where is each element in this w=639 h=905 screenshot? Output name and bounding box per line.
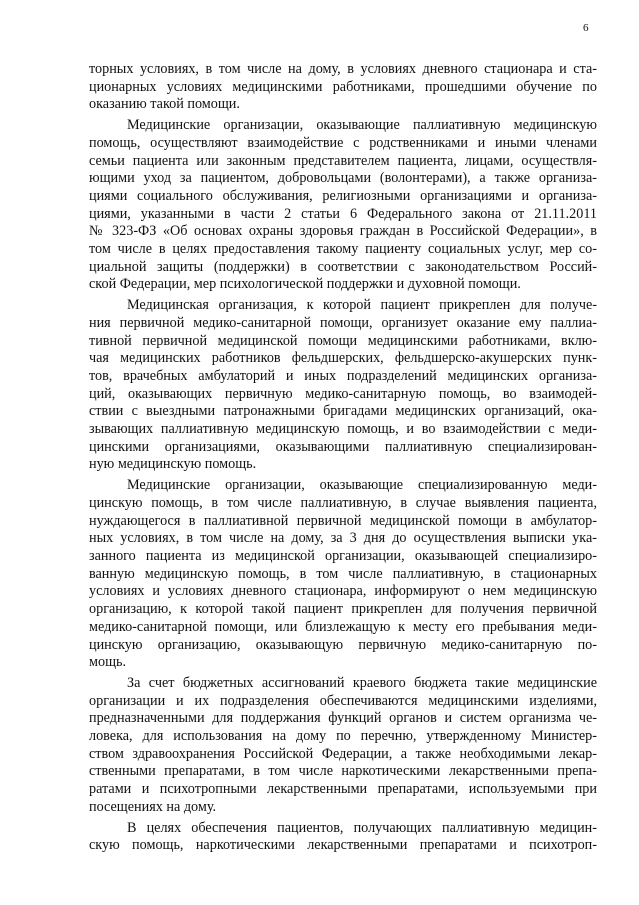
text-line: оказанию такой помощи. bbox=[89, 96, 240, 113]
text-line: Медицинские организации, оказывающие специализированную меди- bbox=[127, 477, 597, 494]
text-line: ванную медицинскую помощь, в том числе паллиативную, в стационарных bbox=[89, 565, 597, 582]
paragraph bbox=[89, 297, 597, 474]
paragraph bbox=[89, 820, 597, 855]
text-line: цинскими организациями, оказывающими паллиативную специализирован- bbox=[89, 438, 597, 455]
text-line: ской Федерации, мер психологической поддержки и духовной помощи. bbox=[89, 276, 521, 293]
text-line: тов, врачебных амбулаторий и иных подразделений медицинских организа- bbox=[89, 367, 597, 384]
text-line: организации и их подразделения обеспечиваются медицинскими изделиями, bbox=[89, 692, 597, 709]
text-line: циями, указанными в части 2 статьи 6 Федерального закона от 21.11.2011 bbox=[89, 205, 597, 222]
text-line: том числе в целях предоставления такому пациенту социальных услуг, мер со- bbox=[89, 241, 597, 258]
text-line: тивной первичной медицинской помощи медицинскими работниками, вклю- bbox=[89, 332, 597, 349]
text-line: ратами и психотропными лекарственными препаратами, используемыми при bbox=[89, 781, 597, 798]
text-line: медико-санитарной помощи, или близлежащую к месту его пребывания меди- bbox=[89, 618, 597, 635]
text-line: помощь, осуществляют взаимодействие с родственниками и иными членами bbox=[89, 134, 597, 151]
text-line: чая медицинских работников фельдшерских, фельдшерско-акушерских пунк- bbox=[89, 350, 597, 367]
text-line: В целях обеспечения пациентов, получающих паллиативную медицин- bbox=[127, 819, 597, 836]
text-line: Медицинские организации, оказывающие паллиативную медицинскую bbox=[127, 117, 597, 134]
page-number: 6 bbox=[583, 22, 589, 34]
text-line: Медицинская организация, к которой пациент прикреплен для получе- bbox=[127, 297, 597, 314]
text-line: ций, оказывающих первичную медико-санитарную помощь, во взаимодей- bbox=[89, 385, 597, 402]
text-line: занного пациента из медицинской организации, оказывающей специализиро- bbox=[89, 547, 597, 564]
paragraph bbox=[89, 477, 597, 672]
text-line: ствии с выездными патронажными бригадами медицинских организаций, ока- bbox=[89, 403, 597, 420]
text-line: ловека, для использования на дому по перечню, утвержденному Министер- bbox=[89, 728, 597, 745]
text-line: посещениях на дому. bbox=[89, 798, 217, 815]
text-line: организацию, к которой такой пациент прикреплен для получения первичной bbox=[89, 601, 597, 618]
text-line: условиях и условиях дневного стационара, информируют о нем медицинскую bbox=[89, 583, 597, 600]
text-line: ных условиях, в том числе на дому, за 3 дня до осуществления выписки ука- bbox=[89, 530, 597, 547]
text-line: циальной защиты (поддержки) в соответствии с законодательством Россий- bbox=[89, 258, 597, 275]
text-line: мощь. bbox=[89, 654, 127, 671]
text-line: семьи пациента или законным представителем пациента, лицами, осуществля- bbox=[89, 152, 597, 169]
paragraph bbox=[89, 675, 597, 817]
text-line: ния первичной медико-санитарной помощи, организует оказание ему паллиа- bbox=[89, 314, 597, 331]
text-line: цинскую организацию, оказывающую первичную медико-санитарную по- bbox=[89, 636, 597, 653]
text-line: нуждающегося в паллиативной первичной медицинской помощи в амбулатор- bbox=[89, 512, 597, 529]
text-line: цинскую помощь, в том числе паллиативную, в случае выявления пациента, bbox=[89, 494, 597, 511]
paragraph bbox=[89, 117, 597, 294]
text-line: торных условиях, в том числе на дому, в условиях дневного стационара и ста- bbox=[89, 61, 597, 77]
text-line: скую помощь, наркотическими лекарственными препаратами и психотроп- bbox=[89, 837, 597, 854]
text-line: ственными препаратами, в том числе наркотическими лекарственными препа- bbox=[89, 763, 597, 780]
paragraph bbox=[89, 61, 597, 114]
text-line: ством здравоохранения Российской Федерации, а также необходимыми лекар- bbox=[89, 745, 597, 762]
text-line: ционарных условиях медицинскими работниками, прошедшими обучение по bbox=[89, 78, 597, 95]
text-line: ную медицинскую помощь. bbox=[89, 456, 257, 473]
text-line: ющими уход за пациентом, добровольцами (волонтерами), а также организа- bbox=[89, 170, 597, 187]
text-line: предназначенными для поддержания функций органов и систем организма че- bbox=[89, 710, 597, 727]
document-body bbox=[89, 61, 597, 855]
text-line: № 323-ФЗ «Об основах охраны здоровья граждан в Российской Федерации», в bbox=[89, 223, 597, 240]
text-line: зывающих паллиативную медицинскую помощь, и во взаимодействии с меди- bbox=[89, 421, 597, 438]
text-line: циями социального обслуживания, религиозными организациями и организа- bbox=[89, 187, 597, 204]
text-line: За счет бюджетных ассигнований краевого бюджета такие медицинские bbox=[127, 674, 597, 691]
